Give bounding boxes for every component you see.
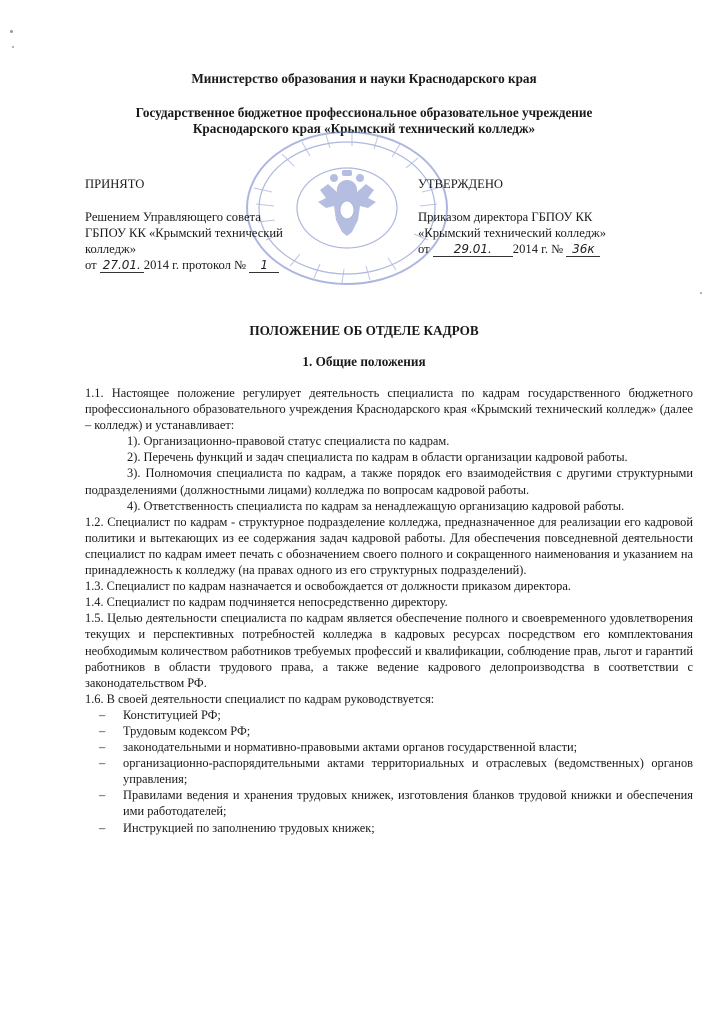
approved-date-handwritten: 29.01. bbox=[433, 242, 513, 257]
governing-acts-list bbox=[85, 707, 693, 836]
section-heading: 1. Общие положения bbox=[302, 354, 426, 369]
accepted-year-text: 2014 г. протокол № bbox=[143, 258, 247, 272]
paragraph-1-1-item-4: 4). Ответственность специалиста по кадрам за ненадлежащую организацию кадровой работы. bbox=[127, 498, 625, 513]
accepted-block bbox=[85, 176, 325, 273]
accepted-line-1: Решением Управляющего совета bbox=[85, 210, 261, 224]
paragraph-1-6: 1.6. В своей деятельности специалист по кадрам руководствуется: bbox=[85, 691, 435, 706]
paragraph-1-1-item-1: 1). Организационно-правовой статус специалиста по кадрам. bbox=[127, 434, 450, 449]
approved-year-text: 2014 г. № bbox=[512, 242, 564, 256]
paragraph-1-5: 1.5. Целью деятельности специалиста по кадрам является обеспечение полного и своевременного удовлетворения текущих и перспективных потребностей колледжа в кадровых ресурсах посредством его комплектования необходимым количеством работников требуемых профессий и квалификации, соблюдение прав, льгот и гарантий работников в области трудового права, а также ведение кадрового делопроизводства в соответствии с законодательством РФ. bbox=[85, 611, 693, 690]
paragraph-1-1-item-2: 2). Перечень функций и задач специалиста по кадрам в области организации кадровой работы. bbox=[127, 450, 628, 465]
paragraph-1-1: 1.1. Настоящее положение регулирует деятельность специалиста по кадрам государственного бюджетного профессионального образовательного учреждения Краснодарского края «Крымский технический колледж» (далее – колледж) и устанавливает: bbox=[85, 386, 693, 433]
list-item: – Конституцией РФ; bbox=[85, 707, 693, 723]
list-item: – организационно-распорядительными актами территориальных и отраслевых (ведомственных) органов управления; bbox=[85, 755, 693, 787]
list-item: – Инструкцией по заполнению трудовых книжек; bbox=[85, 820, 693, 836]
list-item: – Трудовым кодексом РФ; bbox=[85, 723, 693, 739]
approved-title: УТВЕРЖДЕНО bbox=[418, 177, 504, 191]
paragraph-1-1-item-3: 3). Полномочия специалиста по кадрам, а также порядок его взаимодействия с другими структурными подразделениями (должностными лицами) колледжа по вопросам кадровой работы. bbox=[85, 466, 693, 497]
approved-line-1: Приказом директора ГБПОУ КК bbox=[418, 210, 593, 224]
scan-speck bbox=[10, 30, 13, 33]
paragraph-1-2: 1.2. Специалист по кадрам - структурное подразделение колледжа, предназначенное для реализации его кадровой политики и вытекающих из ее содержания задач кадровой работы. Для обеспечения повседневной деятельности специалист по кадрам имеет печать с обозначением своего полного и сокращенного наименования и указанием на принадлежность к колледжу (на правах одного из его структурных подразделений). bbox=[85, 514, 693, 578]
ministry-heading: Министерство образования и науки Краснодарского края bbox=[191, 71, 537, 86]
accepted-date-handwritten: 27.01. bbox=[100, 258, 144, 273]
accepted-title: ПРИНЯТО bbox=[85, 177, 145, 191]
approved-block bbox=[418, 176, 688, 257]
accepted-date-prefix: от bbox=[85, 258, 97, 272]
approved-date-line bbox=[418, 241, 688, 257]
order-number-handwritten: 36к bbox=[566, 242, 600, 257]
list-item: – законодательными и нормативно-правовыми актами органов государственной власти; bbox=[85, 739, 693, 755]
scan-speck bbox=[700, 292, 702, 294]
document-body bbox=[85, 385, 693, 836]
institution-line-1: Государственное бюджетное профессиональное образовательное учреждение bbox=[135, 105, 593, 120]
paragraph-1-4: 1.4. Специалист по кадрам подчиняется непосредственно директору. bbox=[85, 595, 448, 610]
approved-line-2: «Крымский технический колледж» bbox=[418, 226, 607, 240]
institution-line-2: Краснодарского края «Крымский технический колледж» bbox=[192, 121, 536, 136]
paragraph-1-3: 1.3. Специалист по кадрам назначается и освобождается от должности приказом директора. bbox=[85, 579, 571, 594]
document-title: ПОЛОЖЕНИЕ ОБ ОТДЕЛЕ КАДРОВ bbox=[249, 323, 479, 338]
accepted-line-3: колледж» bbox=[85, 242, 137, 256]
accepted-date-line bbox=[85, 257, 325, 273]
approved-date-prefix: от bbox=[418, 242, 430, 256]
scan-speck bbox=[12, 46, 14, 48]
protocol-number-handwritten: 1 bbox=[249, 258, 279, 273]
list-item: – Правилами ведения и хранения трудовых книжек, изготовления бланков трудовой книжки и обеспечения ими работодателей; bbox=[85, 787, 693, 819]
accepted-line-2: ГБПОУ КК «Крымский технический bbox=[85, 226, 283, 240]
